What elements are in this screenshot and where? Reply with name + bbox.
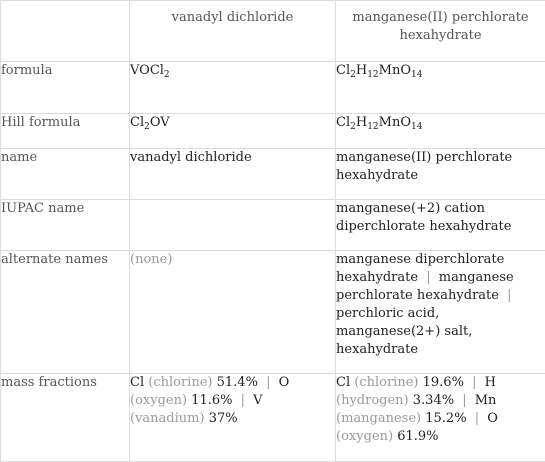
formula-subscript: 2 (144, 122, 150, 132)
cell-iupac-vanadyl (130, 200, 336, 251)
element-name: (hydrogen) (336, 393, 409, 408)
row-label: Hill formula (1, 114, 130, 149)
row-alternate-names (1, 251, 545, 374)
row-name (1, 149, 545, 200)
separator: | (262, 375, 274, 390)
formula-subscript: 12 (367, 122, 378, 132)
row-label: name (1, 149, 130, 200)
formula-text: OV (150, 115, 170, 130)
formula-text: Cl (130, 115, 144, 130)
formula-subscript: 12 (367, 70, 378, 80)
row-iupac-name (1, 200, 545, 251)
cell-formula-manganese (336, 62, 545, 114)
alternate-name: manganese diperchlorate hexahydrate (336, 252, 504, 285)
alternate-name: manganese perchlorate hexahydrate (336, 270, 514, 303)
header-row (1, 1, 545, 62)
cell-mass-manganese (336, 374, 545, 462)
row-hill-formula (1, 114, 545, 149)
header-vanadyl-dichloride: vanadyl dichloride (130, 1, 336, 62)
element-name: (oxygen) (336, 429, 393, 444)
formula-text: Cl (336, 115, 350, 130)
row-label: formula (1, 62, 130, 114)
cell-name-manganese: manganese(II) perchlorate hexahydrate (336, 149, 545, 200)
separator: | (471, 411, 483, 426)
separator: | (468, 375, 480, 390)
alternate-name: perchloric acid, manganese(2+) salt, hexahydrate (336, 306, 472, 357)
formula-text: MnO (379, 115, 411, 130)
element-name: (manganese) (336, 411, 421, 426)
element-symbol: Cl (336, 375, 350, 390)
formula-text: VOCl (130, 63, 164, 78)
row-label: alternate names (1, 251, 130, 374)
cell-alternate-vanadyl: (none) (130, 251, 336, 374)
cell-hill-manganese (336, 114, 545, 149)
row-label: IUPAC name (1, 200, 130, 251)
element-symbol: H (485, 375, 496, 390)
element-name: (oxygen) (130, 393, 187, 408)
row-label: mass fractions (1, 374, 130, 462)
formula-text: H (356, 63, 367, 78)
separator: | (458, 393, 470, 408)
cell-formula-vanadyl (130, 62, 336, 114)
fraction-value: 37% (209, 411, 238, 426)
formula-text: Cl (336, 63, 350, 78)
cell-mass-vanadyl (130, 374, 336, 462)
cell-name-vanadyl: vanadyl dichloride (130, 149, 336, 200)
formula-subscript: 14 (411, 122, 422, 132)
header-manganese-perchlorate: manganese(II) perchlorate hexahydrate (336, 1, 545, 62)
formula-text: H (356, 115, 367, 130)
element-symbol: Mn (475, 393, 497, 408)
formula-subscript: 2 (350, 70, 356, 80)
element-symbol: O (487, 411, 498, 426)
element-symbol: O (279, 375, 290, 390)
fraction-value: 61.9% (397, 429, 438, 444)
formula-subscript: 2 (350, 122, 356, 132)
row-mass-fractions (1, 374, 545, 462)
element-name: (vanadium) (130, 411, 205, 426)
separator: | (237, 393, 249, 408)
fraction-value: 19.6% (423, 375, 464, 390)
element-symbol: V (253, 393, 262, 408)
cell-alternate-manganese (336, 251, 545, 374)
header-empty (1, 1, 130, 62)
formula-text: MnO (379, 63, 411, 78)
element-symbol: Cl (130, 375, 144, 390)
cell-hill-vanadyl (130, 114, 336, 149)
element-name: (chlorine) (354, 375, 418, 390)
cell-iupac-manganese: manganese(+2) cation diperchlorate hexahydrate (336, 200, 545, 251)
formula-subscript: 2 (164, 70, 170, 80)
formula-subscript: 14 (411, 70, 422, 80)
fraction-value: 11.6% (191, 393, 232, 408)
separator: | (503, 288, 515, 303)
fraction-value: 15.2% (425, 411, 466, 426)
separator: | (422, 270, 434, 285)
row-formula (1, 62, 545, 114)
fraction-value: 3.34% (413, 393, 454, 408)
fraction-value: 51.4% (217, 375, 258, 390)
element-name: (chlorine) (148, 375, 212, 390)
